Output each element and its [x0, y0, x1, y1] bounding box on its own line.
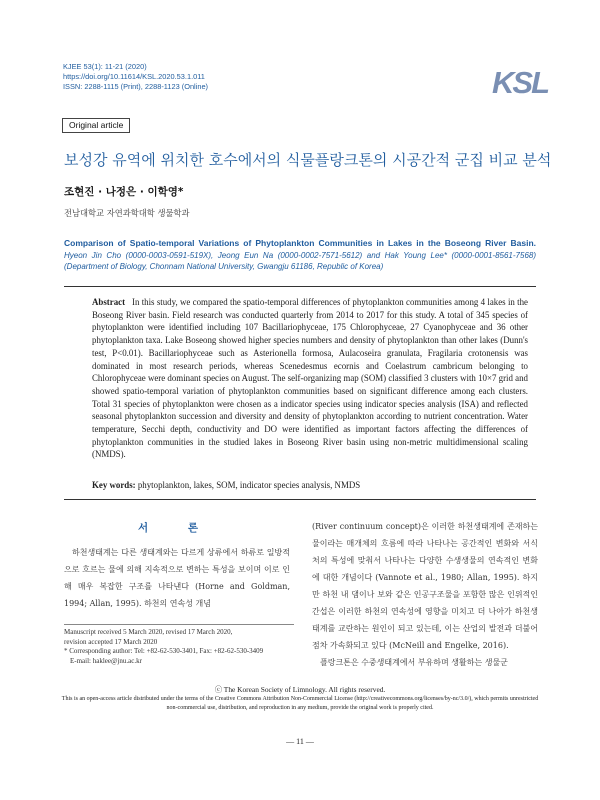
article-type-badge: Original article — [62, 118, 130, 133]
paper-title-korean: 보성강 유역에 위치한 호수에서의 식물플랑크톤의 시공간적 군집 비교 분석 — [64, 151, 552, 169]
footnote-rule — [64, 624, 294, 625]
copyright-notice: ⓒ The Korean Society of Limnology. All rights reserved. — [214, 685, 386, 694]
intro-right-column — [312, 518, 538, 671]
doi-link[interactable]: https://doi.org/10.11614/KSL.2020.53.1.011 — [63, 72, 205, 81]
section-heading-introduction: 서 론 — [138, 522, 216, 534]
journal-logo: KSL — [492, 65, 548, 100]
citation-block — [63, 62, 208, 92]
issn-line: ISSN: 2288-1115 (Print), 2288-1123 (Online) — [63, 82, 209, 91]
revision-accepted: revision accepted 17 March 2020 — [64, 637, 158, 646]
abstract-label: Abstract — [92, 297, 126, 307]
abstract-text: In this study, we compared the spatio-temporal differences of phytoplankton communities among 4 lakes in the Boseong River basin. Field research was conducted quarterly from 2014 to 2017 for this study. A total of 345 species of phytoplankton were identified including 107 Bacillariophyceae, 175 Chlorophyceae, 27 Cyanophyceae and 36 other phytoplankton taxa. Lake Boseong showed higher species numbers and density of phytoplankton than other lakes (Dunn's test, P<0.01). Bacillariophyceae such as Asterionella formosa, Aulacoseira granulata, Fragilaria crotonensis was dominated in most research periods, whereas Scenedesmus ecornis and Coelastrum cambricum belonging to Chlorophyceae were dominant species on August. The self-organizing map (SOM) classified 3 clusters with 10×7 grid and showed spatio-temporal variation of phytoplankton communities based on significant difference among each clusters. Total 31 species of phytoplankton were chosen as a indicator species using indicator species analysis (ISA) and reflected seasonal phytoplankton succession and diversity and density of phytoplankton according to nutrient concentration. Water temperature, Secchi depth, conductivity and DO were identified as important factors affecting the differences of phytoplankton communities in the studied lakes in Boseong River basin using non-metric multidimensional scaling (NMDS). — [92, 297, 528, 460]
page-number: — 11 — — [286, 737, 314, 746]
intro-paragraph-3: 플랑크톤은 수중생태계에서 부유하며 생활하는 생물군 — [320, 658, 508, 667]
abstract-top-rule — [64, 286, 536, 287]
affiliation-korean: 전남대학교 자연과학대학 생물학과 — [64, 208, 190, 218]
authors-english: Hyeon Jin Cho (0000-0003-0591-519X), Jeong Eun Na (0000-0002-7571-5612) and Hak Young Lee* (0000-0001-8561-7568) (Department of Biology, Chonnam National University, Gwangju 61186, Republic of Korea) — [64, 250, 536, 272]
abstract-bottom-rule — [64, 499, 536, 500]
footnote-block — [64, 628, 294, 666]
keywords-label: Key words: — [92, 480, 136, 490]
keywords-text: phytoplankton, lakes, SOM, indicator species analysis, NMDS — [137, 480, 361, 490]
abstract — [92, 296, 528, 461]
intro-paragraph-1: 하천생태계는 다른 생태계와는 다르게 상류에서 하류로 일방적으로 흐르는 물에 의해 지속적으로 변하는 특성을 보이며 이로 인해 매우 복잡한 구조를 나타낸다 (Horne and Goldman, 1994; Allan, 1995). 하천의 연속성 개념 — [64, 548, 290, 608]
english-title-block — [64, 238, 536, 273]
intro-paragraph-2: (River continuum concept)은 이러한 하천생태계에 존재하는 물이라는 매개체의 흐름에 따라 나타나는 공간적인 변화와 서식처의 특성에 맞춰서 나타나는 다양한 수생생물의 연속적인 변화에 대한 개념이다 (Vannote et al., 1980; Allan, 1995). 하지만 하천 내 댐이나 보와 같은 인공구조물을 포함한 많은 인위적인 간섭은 이러한 하천의 연속성에 영향을 미치고 더 나아가 하천생태계를 교란하는 원인이 되고 있는데, 이는 산업의 발전과 더불어 점차 가속화되고 있다 (McNeill and Engelke, 2016). — [312, 522, 538, 650]
paper-title-english: Comparison of Spatio-temporal Variations of Phytoplankton Communities in Lakes in the Boseong River Basin. — [64, 238, 536, 248]
keywords — [92, 480, 528, 490]
manuscript-received: Manuscript received 5 March 2020, revised 17 March 2020, — [64, 628, 233, 636]
license-notice: This is an open-access article distributed under the terms of the Creative Commons Attribution Non-Commercial License (http://creativecommons.org/licenses/by-nc/3.0/), which permits unrestricted non-commercial use, distribution, and reproduction in any medium, provide the original work is properly cited. — [61, 696, 539, 711]
authors-korean: 조현진 · 나정은 · 이학영* — [64, 186, 184, 198]
intro-left-column — [64, 544, 290, 612]
corresponding-author: * Corresponding author: Tel: +82-62-530-3401, Fax: +82-62-530-3409 — [64, 647, 264, 656]
journal-citation: KJEE 53(1): 11-21 (2020) — [63, 62, 147, 71]
corresponding-email[interactable]: E-mail: haklee@jnu.ac.kr — [70, 656, 142, 665]
